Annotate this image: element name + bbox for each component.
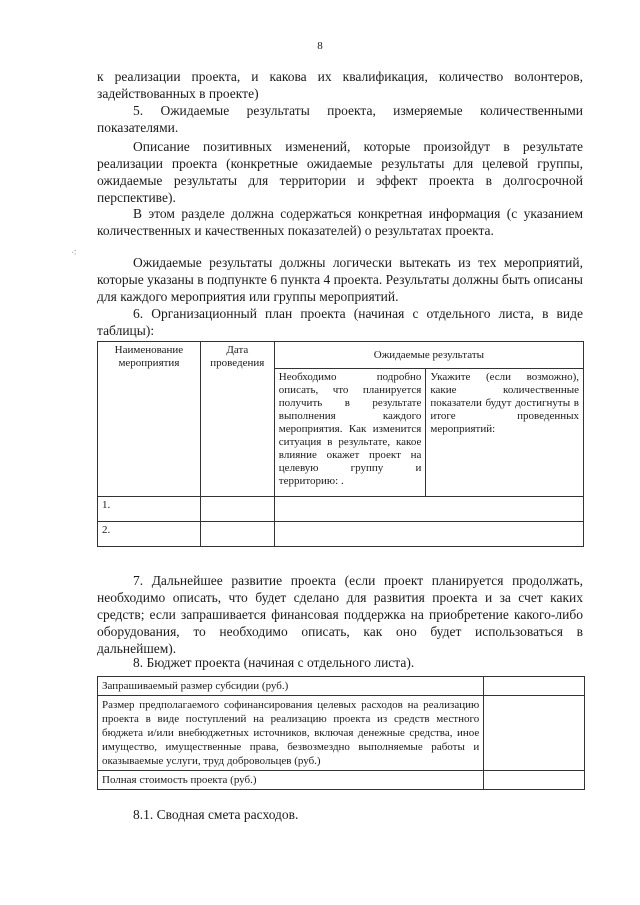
budget-table [97,676,585,790]
paragraph-positive-changes: Описание позитивных изменений, которые произойдут в результате реализации проекта (конкретные ожидаемые результаты для целевой группы, ожидаемые результаты для территории и эффект проекта в долгосрочной перспективе). [97,139,583,205]
page-number: 8 [317,40,323,52]
scan-artifact: ⁖ [71,248,77,259]
paragraph-participants: к реализации проекта, и какова их квалификация, количество волонтеров, задействованных в проекте) [97,69,583,101]
results-cell [274,497,583,522]
table-row [98,771,585,790]
row-number: 2. [98,522,201,547]
budget-label-subsidy: Запрашиваемый размер субсидии (руб.) [98,677,484,696]
paragraph-section-info: В этом разделе должна содержаться конкретная информация (с указанием количественных и качественных показателей) о результатах проекта. [97,206,583,238]
col-header-date: Дата проведения [200,342,274,497]
section-8-heading: 8. Бюджет проекта (начиная с отдельного листа). [133,655,415,670]
results-quantitative-hint: Укажите (если возможно), какие количественные показатели будут достигнуты в итоге проведенных мероприятий: [426,369,584,497]
budget-label-total: Полная стоимость проекта (руб.) [98,771,484,790]
results-cell [274,522,583,547]
col-header-results: Ожидаемые результаты [274,342,583,369]
table-row [98,497,584,522]
date-cell [200,522,274,547]
row-number: 1. [98,497,201,522]
table-row [98,522,584,547]
table-row [98,696,585,771]
results-qualitative-hint: Необходимо подробно описать, что планируется получить в результате выполнения каждого мероприятия. Как изменится ситуация в результате, какое влияние окажет проект на целевую группу и территорию: . [274,369,426,497]
table-row [98,677,585,696]
budget-label-cofinancing: Размер предполагаемого софинансирования целевых расходов на реализацию проекта в виде поступлений на реализацию проекта из средств местного бюджета и/или внебюджетных источников, включая денежные средства, иное имущество, имущественные права, безвозмездно выполняемые работы и оказываемые услуги, труд добровольцев (руб.) [98,696,484,771]
section-6-heading: 6. Организационный план проекта (начиная с отдельного листа, в виде таблицы): [97,306,583,338]
date-cell [200,497,274,522]
col-header-event: Наименование мероприятия [98,342,201,497]
section-5-heading: 5. Ожидаемые результаты проекта, измеряемые количественными показателями. [97,103,583,135]
org-plan-table [97,341,584,547]
paragraph-results-logic: Ожидаемые результаты должны логически вытекать из тех мероприятий, которые указаны в подпункте 6 пункта 4 проекта. Результаты должны быть описаны для каждого мероприятия или группы мероприятий. [97,255,583,304]
budget-value-cell [484,677,585,696]
budget-value-cell [484,771,585,790]
budget-value-cell [484,696,585,771]
section-8-1-heading: 8.1. Сводная смета расходов. [133,807,299,822]
section-7-heading: 7. Дальнейшее развитие проекта (если проект планируется продолжать, необходимо описать, что будет сделано для развития проекта и за счет каких средств; если запрашивается финансовая поддержка на приобретение какого-либо оборудования, то необходимо описать, как оно будет использоваться в дальнейшем). [97,573,583,656]
